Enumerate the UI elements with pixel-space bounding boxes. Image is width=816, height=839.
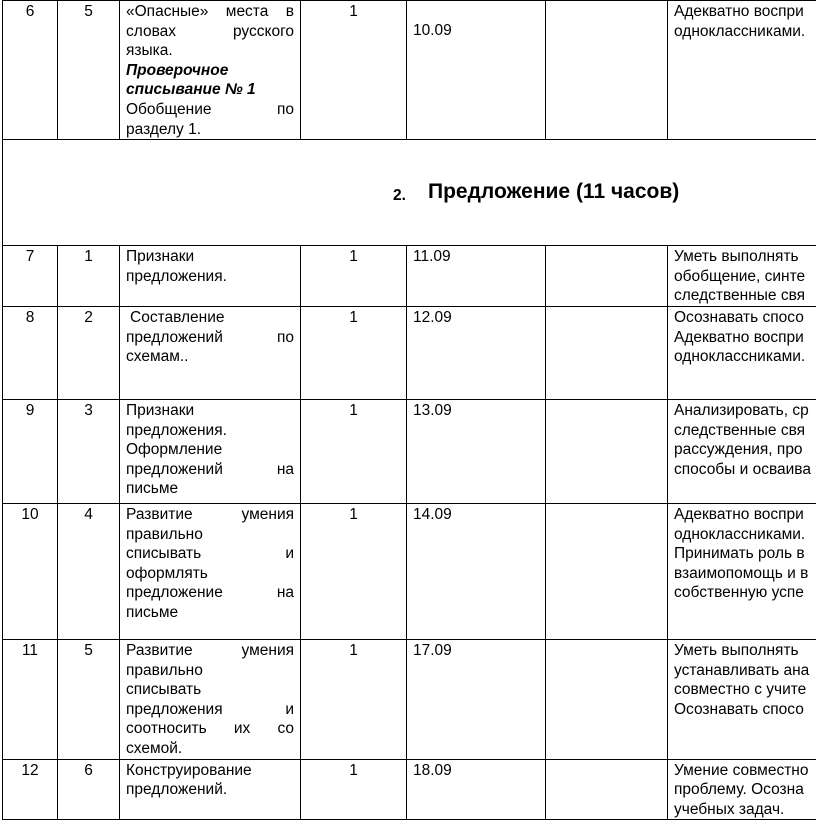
notes	[546, 1, 668, 140]
topic-line: правильно	[126, 525, 203, 543]
outcome-line: Адекватно воспри	[674, 505, 804, 523]
lesson-number: 5	[58, 639, 120, 759]
date: 17.09	[407, 639, 546, 759]
outcome-line: одноклассниками.	[674, 348, 806, 366]
table-row	[3, 503, 816, 639]
row-number: 9	[3, 399, 58, 503]
topic-line: Развитие умения	[126, 505, 294, 523]
learning-outcome	[668, 1, 816, 140]
notes	[546, 503, 668, 639]
outcome-line: обобщение, синте	[674, 267, 806, 285]
learning-outcome	[668, 246, 816, 307]
table-row	[3, 759, 816, 820]
section-heading-wrap	[3, 140, 816, 244]
outcome-line: проблему. Осозна	[674, 781, 804, 799]
lesson-topic	[120, 246, 301, 307]
test-label: Проверочное	[126, 61, 229, 79]
topic-line: Составление	[130, 308, 225, 326]
section-header	[3, 140, 816, 246]
outcome-line: учебных задач.	[674, 800, 785, 818]
lesson-number: 6	[58, 759, 120, 820]
notes	[546, 759, 668, 820]
lesson-number: 1	[58, 246, 120, 307]
date: 13.09	[407, 399, 546, 503]
topic-line: предложения.	[126, 421, 227, 439]
topic-line: предложений на	[126, 460, 294, 478]
date: 11.09	[407, 246, 546, 307]
outcome-line: Уметь выполнять	[674, 248, 799, 266]
topic-line: письме	[126, 480, 179, 498]
outcome-line: Уметь выполнять	[674, 641, 799, 659]
topic-line: правильно	[126, 661, 203, 679]
topic-line: разделу 1.	[126, 120, 202, 138]
lesson-number: 5	[58, 1, 120, 140]
lesson-topic	[120, 503, 301, 639]
topic-line: схемам..	[126, 348, 189, 366]
outcome-line: взаимопомощь и в	[674, 564, 809, 582]
lesson-topic	[120, 399, 301, 503]
lesson-number: 4	[58, 503, 120, 639]
topic-line: соотносить их со	[126, 720, 294, 738]
hours: 1	[301, 1, 407, 140]
notes	[546, 306, 668, 399]
date: 10.09	[407, 1, 546, 140]
topic-line: предложения.	[126, 267, 227, 285]
learning-outcome	[668, 639, 816, 759]
learning-outcome	[668, 399, 816, 503]
learning-outcome	[668, 759, 816, 820]
topic-line: Оформление	[126, 441, 223, 459]
lesson-topic	[120, 639, 301, 759]
topic-line: языка.	[126, 42, 173, 60]
row-number: 7	[3, 246, 58, 307]
section-number: 2.	[393, 187, 406, 205]
topic-line: предложений по	[126, 328, 294, 346]
table-row	[3, 306, 816, 399]
hours: 1	[301, 246, 407, 307]
lesson-topic	[120, 759, 301, 820]
section-row	[3, 140, 816, 246]
outcome-line: рассуждения, про	[674, 441, 803, 459]
outcome-line: Принимать роль в	[674, 545, 805, 563]
date: 14.09	[407, 503, 546, 639]
topic-line: письме	[126, 603, 179, 621]
hours: 1	[301, 759, 407, 820]
row-number: 6	[3, 1, 58, 140]
lesson-number: 2	[58, 306, 120, 399]
learning-outcome	[668, 306, 816, 399]
table-row	[3, 1, 816, 140]
table-row	[3, 639, 816, 759]
table-body	[3, 1, 816, 820]
notes	[546, 639, 668, 759]
topic-line: Развитие умения	[126, 641, 294, 659]
topic-line: Признаки	[126, 401, 195, 419]
table-row	[3, 246, 816, 307]
topic-line: предложение на	[126, 584, 294, 602]
lesson-topic	[120, 1, 301, 140]
learning-outcome	[668, 503, 816, 639]
topic-line: предложений.	[126, 781, 228, 799]
outcome-line: следственные свя	[674, 421, 806, 439]
row-number: 8	[3, 306, 58, 399]
outcome-line: одноклассниками.	[674, 22, 806, 40]
date: 12.09	[407, 306, 546, 399]
outcome-line: Адекватно воспри	[674, 3, 804, 20]
topic-line: списывать	[126, 681, 202, 699]
topic-line: Обобщение по	[126, 100, 294, 118]
outcome-line: совместно с учите	[674, 681, 807, 699]
topic-line: «Опасные» места в	[126, 3, 294, 20]
topic-line: оформлять	[126, 564, 208, 582]
outcome-line: Адекватно воспри	[674, 328, 804, 346]
outcome-line: собственную успе	[674, 584, 804, 602]
topic-line: списывать и	[126, 545, 294, 563]
outcome-line: способы и осваива	[674, 460, 811, 478]
date: 18.09	[407, 759, 546, 820]
outcome-line: Умение совместно	[674, 761, 809, 779]
topic-line: Признаки	[126, 248, 195, 266]
lesson-plan-table	[2, 0, 816, 820]
topic-line: предложения и	[126, 700, 294, 718]
table-row	[3, 399, 816, 503]
hours: 1	[301, 503, 407, 639]
test-label: списывание № 1	[126, 81, 256, 99]
outcome-line: устанавливать ана	[674, 661, 810, 679]
hours: 1	[301, 639, 407, 759]
row-number: 12	[3, 759, 58, 820]
lesson-number: 3	[58, 399, 120, 503]
outcome-line: Осознавать спосо	[674, 700, 804, 718]
hours: 1	[301, 399, 407, 503]
notes	[546, 399, 668, 503]
section-title: Предложение (11 часов)	[428, 180, 680, 204]
lesson-topic	[120, 306, 301, 399]
topic-line: словах русского	[126, 22, 294, 40]
row-number: 10	[3, 503, 58, 639]
outcome-line: Осознавать спосо	[674, 308, 804, 326]
topic-line: Конструирование	[126, 761, 252, 779]
topic-line: схемой.	[126, 739, 183, 757]
outcome-line: следственные свя	[674, 287, 806, 305]
row-number: 11	[3, 639, 58, 759]
hours: 1	[301, 306, 407, 399]
outcome-line: одноклассниками.	[674, 525, 806, 543]
notes	[546, 246, 668, 307]
outcome-line: Анализировать, ср	[674, 401, 809, 419]
